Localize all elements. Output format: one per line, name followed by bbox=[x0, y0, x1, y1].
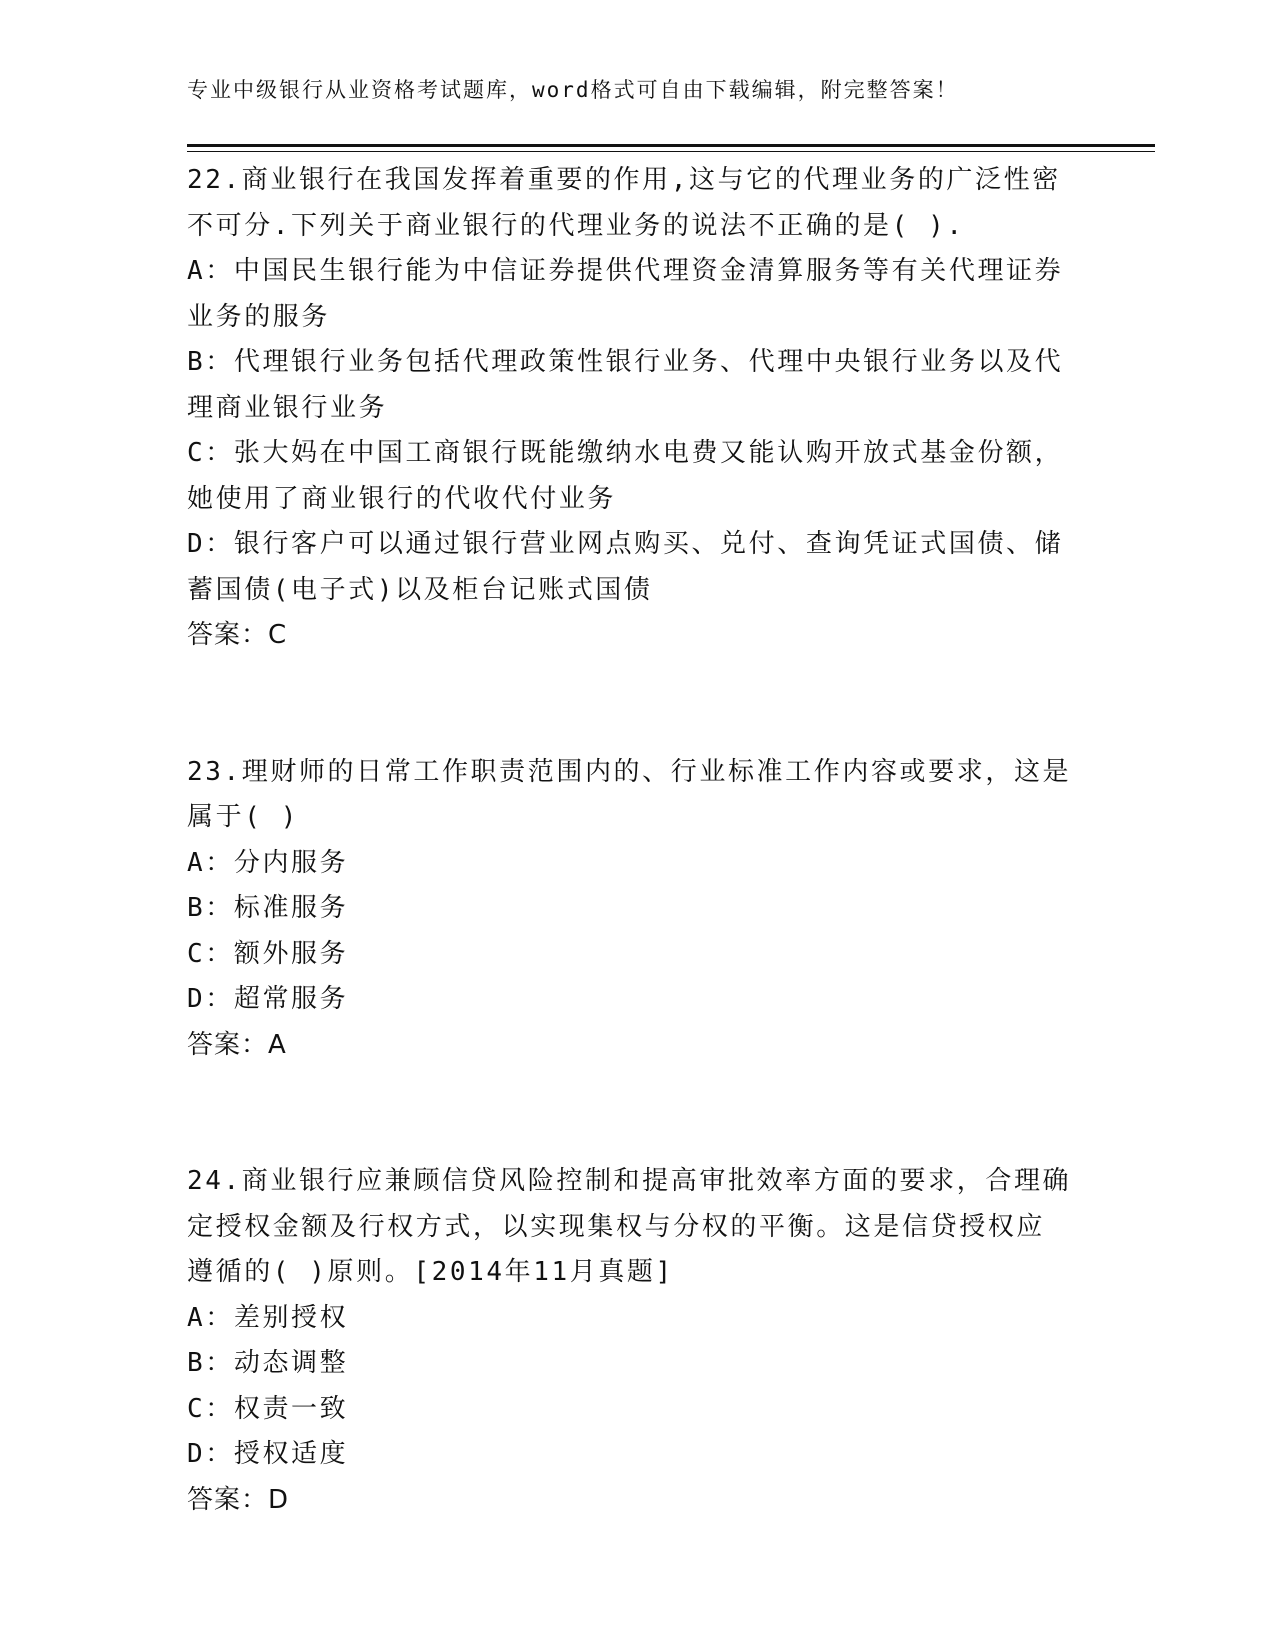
option-d-line: D：银行客户可以通过银行营业网点购买、兑付、查询凭证式国债、储 bbox=[187, 529, 1064, 559]
answer-line: 答案：C bbox=[187, 620, 288, 650]
option-d-line: D：授权适度 bbox=[187, 1439, 349, 1469]
question-spacer bbox=[187, 1068, 1087, 1159]
question-stem-line: 属于( ) bbox=[187, 802, 299, 832]
option-c-line: C：权责一致 bbox=[187, 1393, 349, 1424]
answer-line: 答案：A bbox=[187, 1029, 287, 1060]
option-c-line: C：额外服务 bbox=[187, 938, 349, 969]
answer-line: 答案：D bbox=[187, 1484, 290, 1515]
question-stem-line: 22.商业银行在我国发挥着重要的作用,这与它的代理业务的广泛性密 bbox=[187, 165, 1061, 195]
question-stem-line: 不可分.下列关于商业银行的代理业务的说法不正确的是( ). bbox=[187, 210, 965, 241]
option-a-line: 业务的服务 bbox=[187, 301, 331, 332]
question-spacer bbox=[187, 659, 1087, 750]
header-rule-thin bbox=[187, 151, 1155, 152]
question-stem-line: 23.理财师的日常工作职责范围内的、行业标准工作内容或要求，这是 bbox=[187, 756, 1072, 787]
option-b-line: B：动态调整 bbox=[187, 1348, 349, 1378]
option-d-line: D：超常服务 bbox=[187, 984, 349, 1014]
question-22 bbox=[187, 158, 1087, 659]
question-list bbox=[187, 158, 1087, 1523]
option-b-line: 理商业银行业务 bbox=[187, 392, 388, 423]
page-header: 专业中级银行从业资格考试题库，word格式可自由下载编辑，附完整答案！ bbox=[187, 78, 959, 102]
option-b-line: B：代理银行业务包括代理政策性银行业务、代理中央银行业务以及代 bbox=[187, 347, 1064, 377]
question-stem-line: 24.商业银行应兼顾信贷风险控制和提高审批效率方面的要求，合理确 bbox=[187, 1166, 1072, 1196]
option-c-line: 她使用了商业银行的代收代付业务 bbox=[187, 483, 617, 514]
question-24 bbox=[187, 1159, 1087, 1523]
option-a-line: A：中国民生银行能为中信证券提供代理资金清算服务等有关代理证券 bbox=[187, 256, 1064, 286]
option-b-line: B：标准服务 bbox=[187, 893, 349, 923]
option-a-line: A：差别授权 bbox=[187, 1302, 349, 1333]
option-d-line: 蓄国债(电子式)以及柜台记账式国债 bbox=[187, 574, 653, 605]
option-a-line: A：分内服务 bbox=[187, 847, 349, 878]
question-stem-line: 定授权金额及行权方式，以实现集权与分权的平衡。这是信贷授权应 bbox=[187, 1211, 1046, 1242]
option-c-line: C：张大妈在中国工商银行既能缴纳水电费又能认购开放式基金份额， bbox=[187, 438, 1064, 468]
header-rule-thick bbox=[187, 144, 1155, 147]
question-stem-line: 遵循的( )原则。[2014年11月真题] bbox=[187, 1257, 674, 1287]
question-23 bbox=[187, 750, 1087, 1069]
